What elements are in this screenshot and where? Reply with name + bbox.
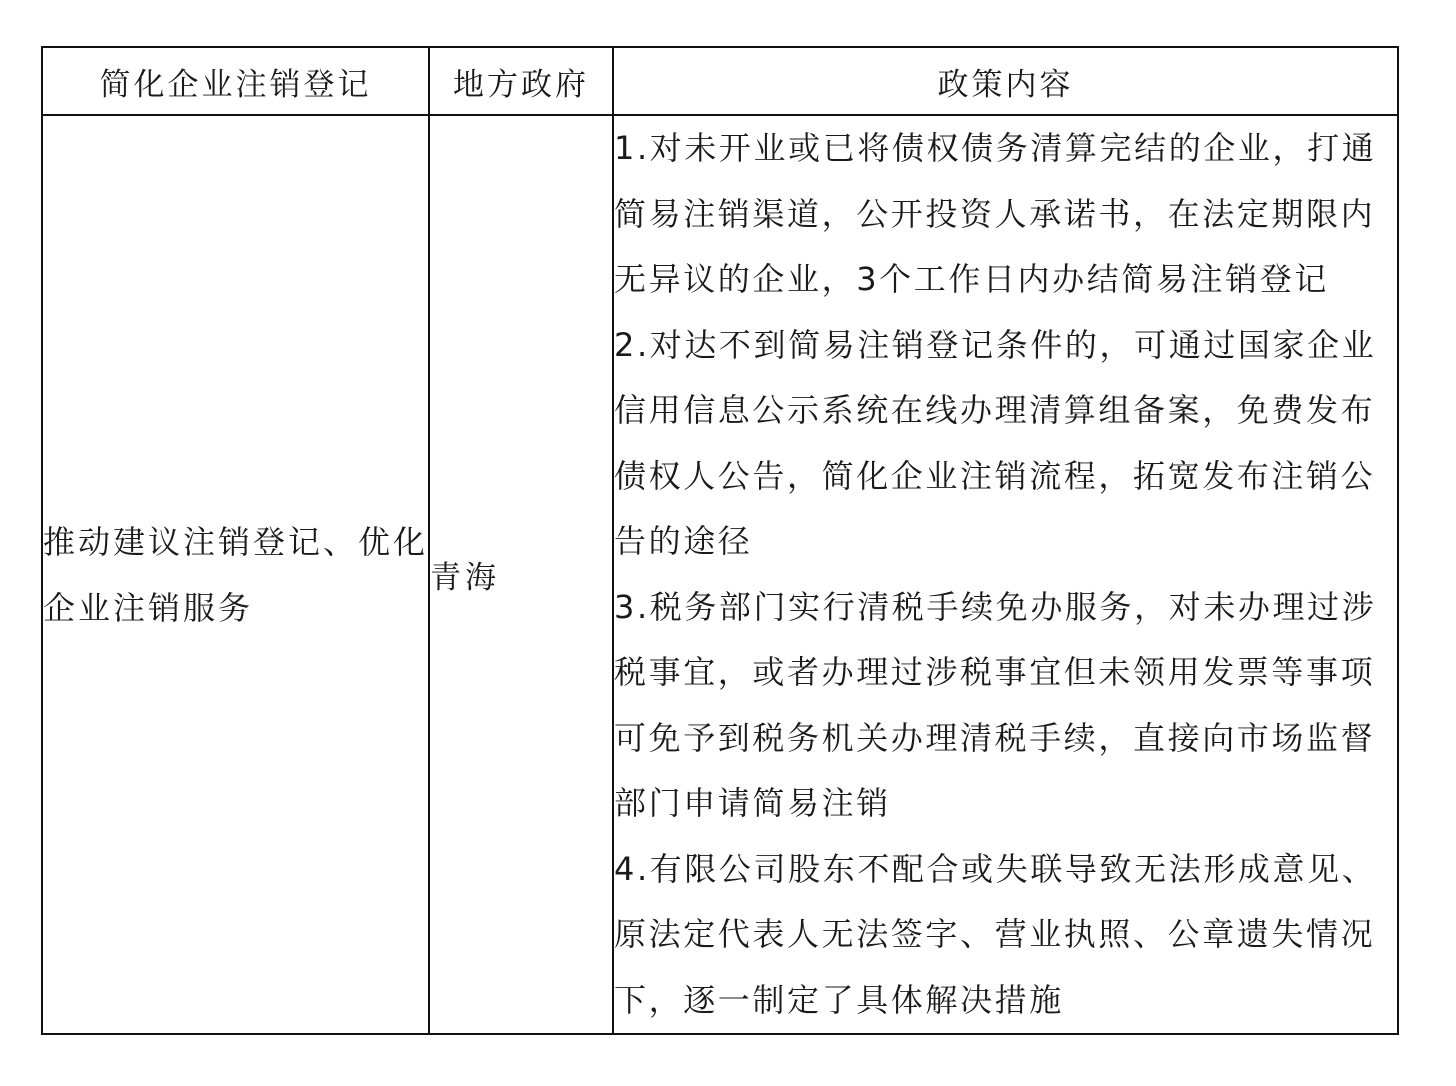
policy-item-3: 3.税务部门实行清税手续免办服务，对未办理过涉税事宜，或者办理过涉税事宜但未领用发票等事项可免予到税务机关办理清税手续，直接向市场监督部门申请简易注销 [614, 587, 1377, 822]
header-measure: 简化企业注销登记 [42, 47, 429, 115]
content-cell [613, 115, 1398, 1034]
table-header-row [42, 47, 1398, 115]
measure-cell: 推动建议注销登记、优化企业注销服务 [42, 115, 429, 1034]
policy-item-2: 2.对达不到简易注销登记条件的，可通过国家企业信用信息公示系统在线办理清算组备案，免费发布债权人公告，简化企业注销流程，拓宽发布注销公告的途径 [614, 325, 1377, 560]
table-row [42, 115, 1398, 1034]
region-cell: 青海 [429, 115, 613, 1034]
policy-item-4: 4.有限公司股东不配合或失联导致无法形成意见、原法定代表人无法签字、营业执照、公章遗失情况下，逐一制定了具体解决措施 [614, 849, 1377, 1019]
policy-table [41, 46, 1399, 1035]
header-content: 政策内容 [613, 47, 1398, 115]
header-region: 地方政府 [429, 47, 613, 115]
policy-item-1: 1.对未开业或已将债权债务清算完结的企业，打通简易注销渠道，公开投资人承诺书，在法定期限内无异议的企业，3个工作日内办结简易注销登记 [614, 129, 1377, 298]
